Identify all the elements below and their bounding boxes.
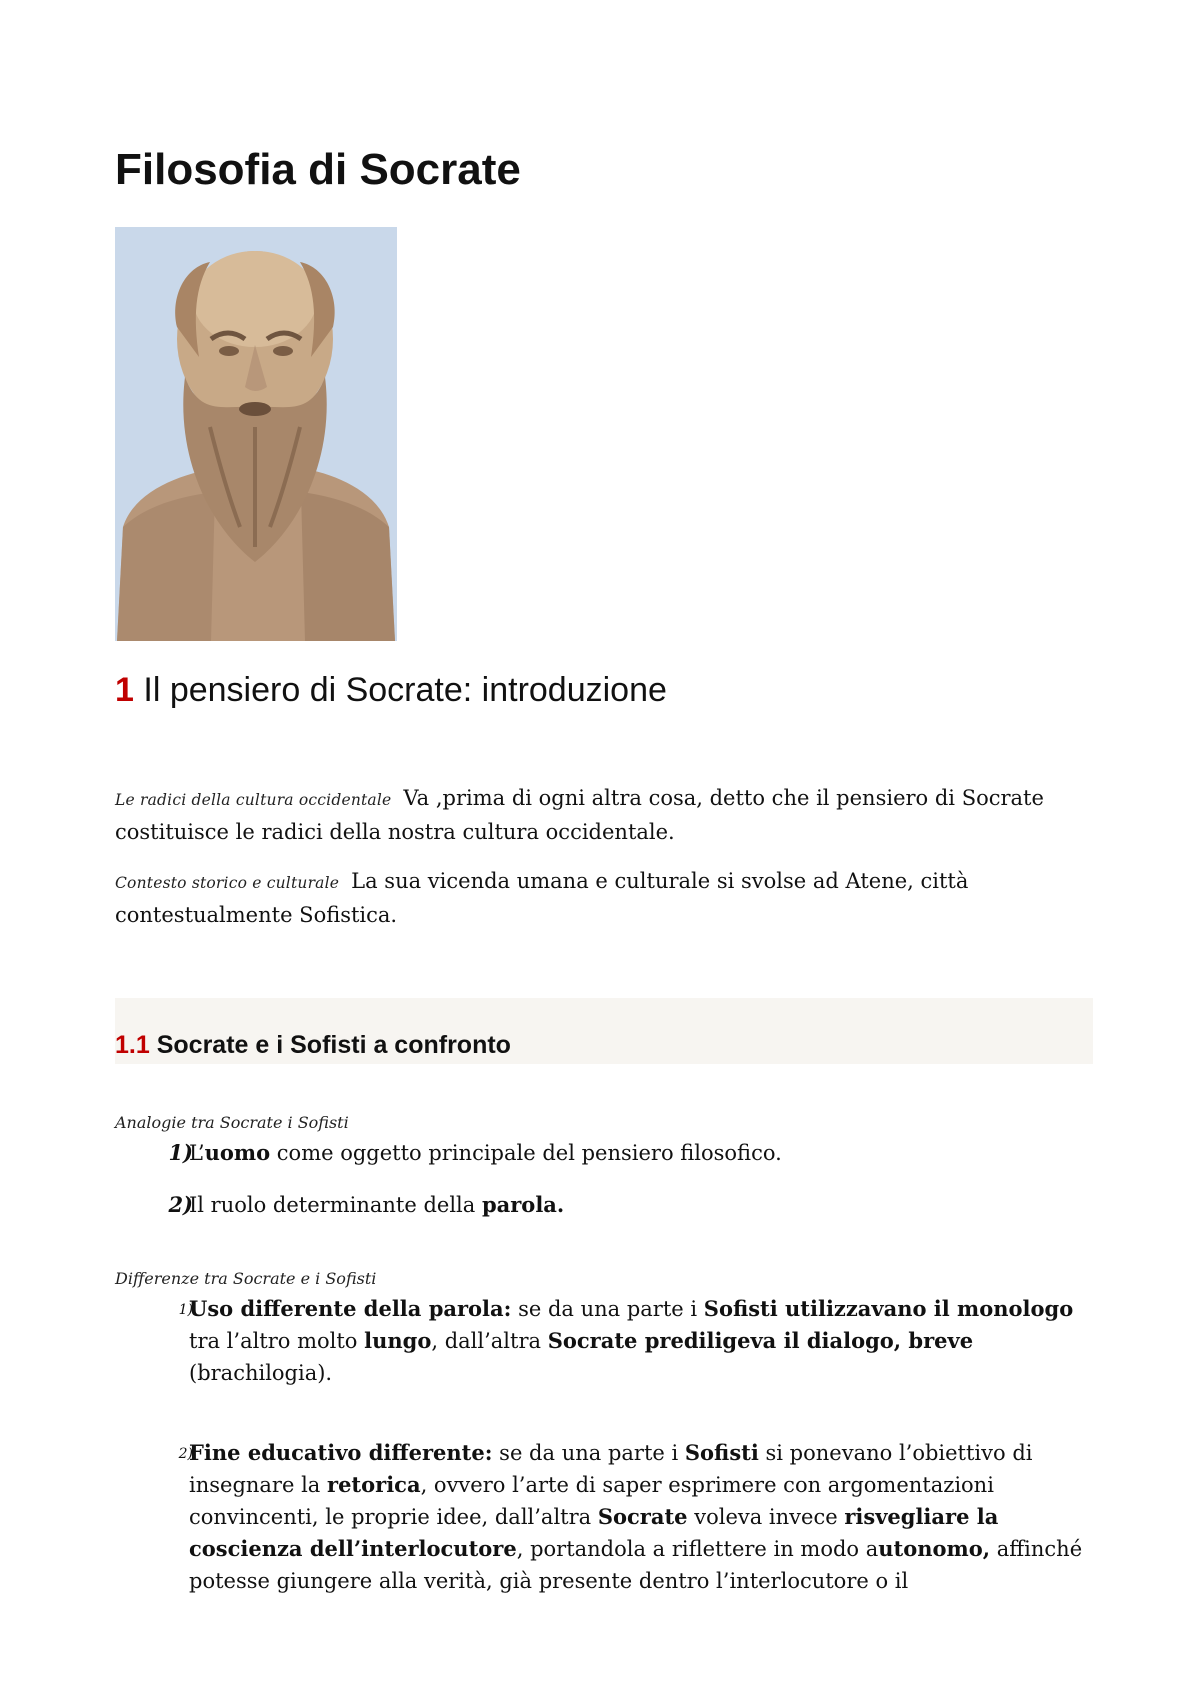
analogies-caption: Analogie tra Socrate i Sofisti bbox=[115, 1113, 349, 1132]
list-marker: 1) bbox=[178, 1302, 193, 1318]
list-marker: 2) bbox=[178, 1446, 193, 1462]
list-item-text bbox=[189, 1137, 1084, 1169]
list-item-bold-part: utonomo, bbox=[878, 1536, 991, 1561]
list-item-bold-part: lungo bbox=[364, 1328, 432, 1353]
list-item-text-part: , ovvero l’arte di saper esprimere con argomentazioni convincenti, le proprie idee, dall’altra bbox=[189, 1473, 994, 1529]
list-item-text bbox=[189, 1189, 1084, 1221]
list-item-text bbox=[189, 1293, 1084, 1389]
list-marker: 1) bbox=[168, 1140, 193, 1165]
paragraph-roots-text: Va ,prima di ogni altra cosa, detto che il pensiero di Socrate costituisce le radici della nostra cultura occidentale. bbox=[115, 786, 1044, 844]
paragraph-context bbox=[115, 865, 1095, 931]
list-item-text-part: si ponevano l’obiettivo di insegnare la bbox=[189, 1441, 1033, 1497]
list-item-bold-part: Socrate prediligeva il dialogo, breve bbox=[547, 1328, 974, 1353]
list-item-text-part: , dall’altra bbox=[431, 1329, 548, 1353]
list-item-bold-part: parola. bbox=[481, 1192, 565, 1217]
section-1-title: Il pensiero di Socrate: introduzione bbox=[143, 671, 667, 709]
list-item-text-part: L’ bbox=[189, 1141, 205, 1165]
list-item-text-part: se da una parte i bbox=[511, 1297, 704, 1321]
paragraph-context-text: La sua vicenda umana e culturale si svolse ad Atene, città contestualmente Sofistica. bbox=[115, 869, 969, 927]
list-item-bold-part: Socrate bbox=[597, 1504, 688, 1529]
list-item-text-part: Il ruolo determinante della bbox=[189, 1193, 482, 1217]
list-item-bold-part: retorica bbox=[327, 1472, 421, 1497]
list-item-bold-part: uomo bbox=[204, 1140, 271, 1165]
list-marker: 2) bbox=[168, 1192, 193, 1217]
list-item-text-part: affinché potesse giungere alla verità, già presente dentro l’interlocutore o il bbox=[189, 1537, 1083, 1593]
differences-caption: Differenze tra Socrate e i Sofisti bbox=[115, 1269, 377, 1288]
section-1-1-heading bbox=[115, 1029, 511, 1061]
paragraph-roots bbox=[115, 782, 1095, 848]
section-1-1-number: 1.1 bbox=[115, 1031, 150, 1059]
socrates-bust-image bbox=[115, 227, 397, 641]
list-item-text-part: come oggetto principale del pensiero filosofico. bbox=[270, 1141, 782, 1165]
list-item-bold-part: Sofisti bbox=[684, 1440, 759, 1465]
page-title: Filosofia di Socrate bbox=[115, 145, 521, 194]
section-1-number: 1 bbox=[115, 671, 134, 709]
side-label-roots: Le radici della cultura occidentale bbox=[115, 791, 392, 809]
list-item-text bbox=[189, 1437, 1084, 1597]
list-item-text-part: voleva invece bbox=[687, 1505, 845, 1529]
section-1-heading bbox=[115, 669, 667, 711]
list-item-text-part: tra l’altro molto bbox=[189, 1329, 365, 1353]
list-item-text-part: (brachilogia). bbox=[189, 1361, 333, 1385]
list-item-bold-part: Uso differente della parola: bbox=[189, 1296, 512, 1321]
section-1-1-title: Socrate e i Sofisti a confronto bbox=[156, 1031, 511, 1059]
list-item-bold-part: Sofisti utilizzavano il monologo bbox=[703, 1296, 1074, 1321]
side-label-context: Contesto storico e culturale bbox=[115, 874, 340, 892]
list-item-bold-part: risvegliare la coscienza dell’interlocutore bbox=[189, 1504, 999, 1561]
list-item-text-part: se da una parte i bbox=[492, 1441, 685, 1465]
list-item-text-part: , portandola a riflettere in modo a bbox=[516, 1537, 879, 1561]
list-item-bold-part: Fine educativo differente: bbox=[189, 1440, 493, 1465]
